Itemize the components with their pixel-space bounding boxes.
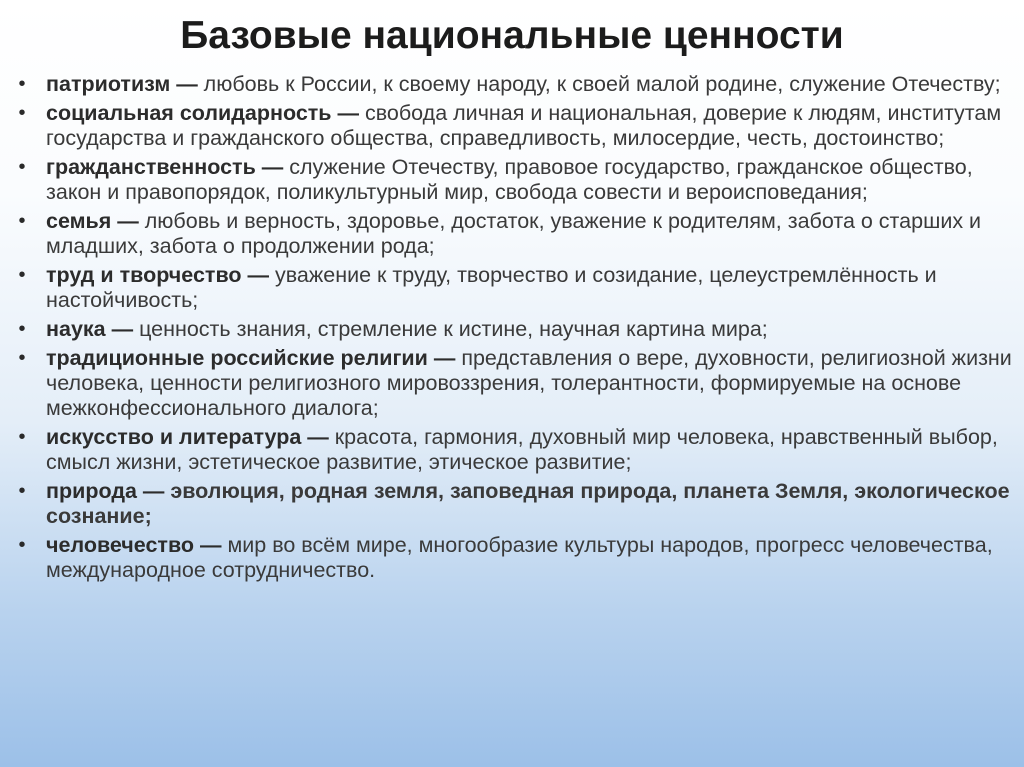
bullet-icon: •: [18, 426, 26, 448]
values-list: [12, 72, 1012, 587]
bullet-icon: •: [18, 480, 26, 502]
value-term: социальная солидарность —: [46, 101, 359, 125]
value-term: человечество —: [46, 533, 222, 557]
value-description: служение Отечеству, правовое государство, гражданское общество, закон и правопорядок, поликультурный мир, свобода совести и вероисповедания;: [46, 155, 973, 204]
list-item: [12, 263, 1012, 313]
value-description: любовь к России, к своему народу, к своей малой родине, служение Отечеству;: [197, 72, 1001, 96]
list-item: [12, 479, 1012, 529]
value-term: искусство и литература —: [46, 425, 329, 449]
bullet-icon: •: [18, 318, 26, 340]
bullet-icon: •: [18, 264, 26, 286]
list-item: [12, 346, 1012, 421]
value-term: патриотизм —: [46, 72, 198, 96]
bullet-icon: •: [18, 210, 26, 232]
list-item: [12, 533, 1012, 583]
bullet-icon: •: [18, 102, 26, 124]
value-term: природа —: [46, 479, 165, 503]
bullet-icon: •: [18, 73, 26, 95]
value-description: уважение к труду, творчество и созидание, целеустремлённость и настойчивость;: [46, 263, 937, 312]
value-description: ценность знания, стремление к истине, научная картина мира;: [133, 317, 768, 341]
value-description: представления о вере, духовности, религиозной жизни человека, ценности религиозного мировоззрения, толерантности, формируемые на основе межконфессионального диалога;: [46, 346, 1012, 420]
list-item: [12, 101, 1012, 151]
value-description: мир во всём мире, многообразие культуры народов, прогресс человечества, международное сотрудничество.: [46, 533, 993, 582]
value-term: гражданственность —: [46, 155, 284, 179]
list-item: [12, 317, 1012, 342]
list-item: [12, 425, 1012, 475]
bullet-icon: •: [18, 534, 26, 556]
bullet-icon: •: [18, 347, 26, 369]
value-description: любовь и верность, здоровье, достаток, уважение к родителям, забота о старших и младших, забота о продолжении рода;: [46, 209, 982, 258]
list-item: [12, 72, 1012, 97]
list-item: [12, 209, 1012, 259]
value-term: семья —: [46, 209, 139, 233]
value-description: эволюция, родная земля, заповедная природа, планета Земля, экологическое сознание;: [46, 479, 1010, 528]
bullet-icon: •: [18, 156, 26, 178]
slide-title: Базовые национальные ценности: [180, 14, 844, 57]
value-description: свобода личная и национальная, доверие к людям, институтам государства и гражданского общества, справедливость, милосердие, честь, достоинство;: [46, 101, 1002, 150]
value-term: традиционные российские религии —: [46, 346, 456, 370]
list-item: [12, 155, 1012, 205]
value-description: красота, гармония, духовный мир человека, нравственный выбор, смысл жизни, эстетическое развитие, этическое развитие;: [46, 425, 998, 474]
value-term: наука —: [46, 317, 134, 341]
value-term: труд и творчество —: [46, 263, 269, 287]
